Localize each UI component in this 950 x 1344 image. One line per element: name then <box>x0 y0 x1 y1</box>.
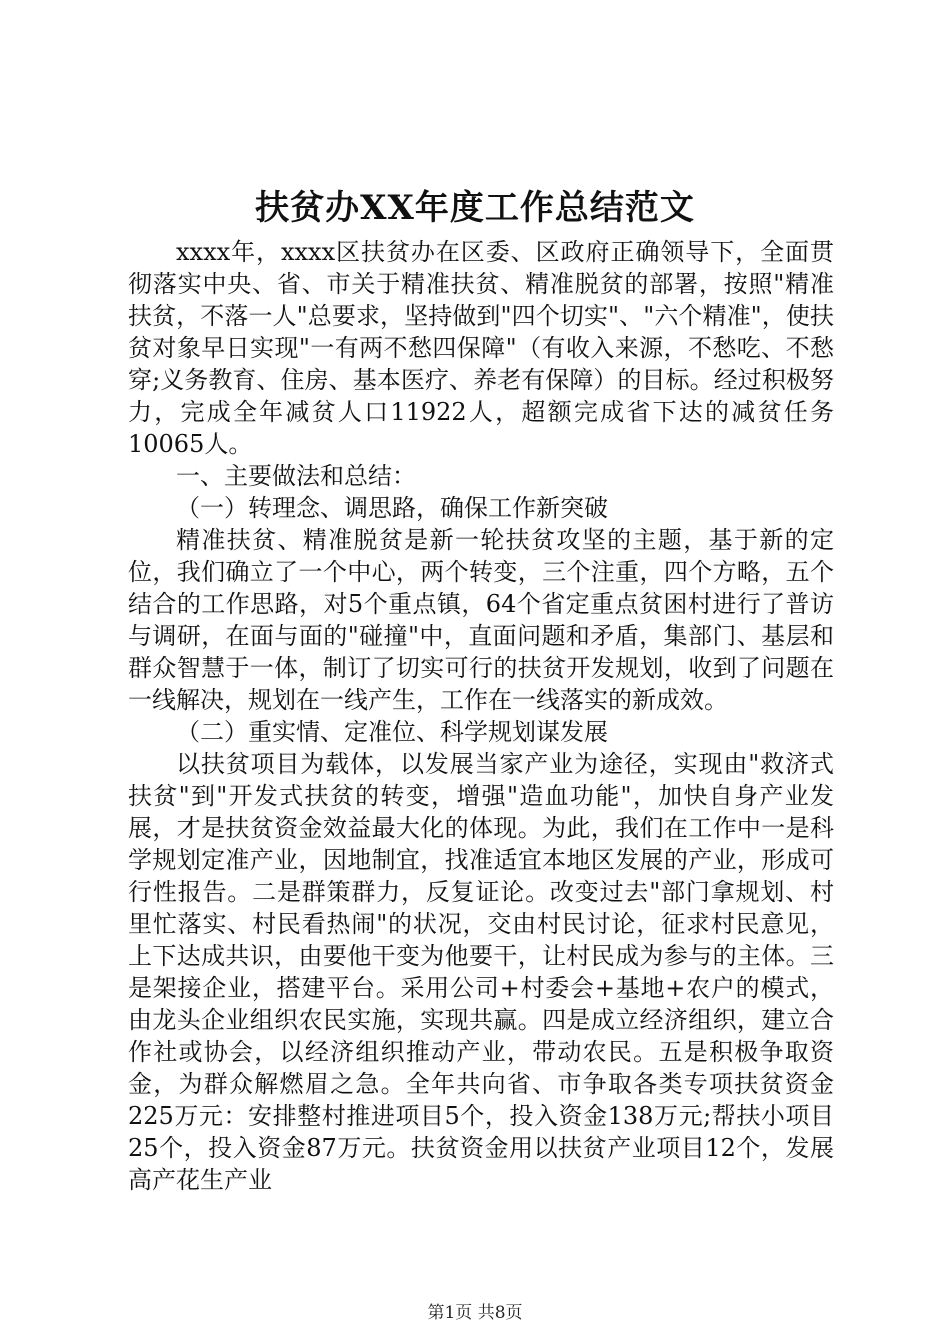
paragraph-2: 以扶贫项目为载体，以发展当家产业为途径，实现由"救济式扶贫"到"开发式扶贫的转变，增强"造血功能"，加快自身产业发展，才是扶贫资金效益最大化的体现。为此，我们在工作中一是科学规划定准产业，因地制宜，找准适宜本地区发展的产业，形成可行性报告。二是群策群力，反复证论。改变过去"部门拿规划、村里忙落实、村民看热闹"的状况，交由村民讨论，征求村民意见，上下达成共识，由要他干变为他要干，让村民成为参与的主体。三是架接企业，搭建平台。采用公司+村委会+基地+农户的模式，由龙头企业组织农民实施，实现共赢。四是成立经济组织，建立合作社或协会，以经济组织推动产业，带动农民。五是积极争取资金，为群众解燃眉之急。全年共向省、市争取各类专项扶贫资金225万元：安排整村推进项目5个，投入资金138万元;帮扶小项目25个，投入资金87万元。扶贫资金用以扶贫产业项目12个，发展高产花生产业 <box>128 750 834 1194</box>
paragraph-1: 精准扶贫、精准脱贫是新一轮扶贫攻坚的主题，基于新的定位，我们确立了一个中心，两个转变，三个注重，四个方略，五个结合的工作思路，对5个重点镇，64个省定重点贫困村进行了普访与调研，在面与面的"碰撞"中，直面问题和矛盾，集部门、基层和群众智慧于一体，制订了切实可行的扶贫开发规划，收到了问题在一线解决，规划在一线产生，工作在一线落实的新成效。 <box>128 526 834 714</box>
document-title: 扶贫办XX年度工作总结范文 <box>255 188 695 228</box>
subsection-heading-1: （一）转理念、调思路，确保工作新突破 <box>176 494 608 522</box>
page-footer: 第1页 共8页 <box>427 1303 523 1323</box>
document-body <box>128 236 834 1196</box>
paragraph-intro: xxxx年，xxxx区扶贫办在区委、区政府正确领导下，全面贯彻落实中央、省、市关于精准扶贫、精准脱贫的部署，按照"精准扶贫，不落一人"总要求，坚持做到"四个切实"、"六个精准"，使扶贫对象早日实现"一有两不愁四保障"（有收入来源，不愁吃、不愁穿;义务教育、住房、基本医疗、养老有保障）的目标。经过积极努力，完成全年减贫人口11922人，超额完成省下达的减贫任务10065人。 <box>128 238 834 458</box>
subsection-heading-2: （二）重实情、定准位、科学规划谋发展 <box>176 718 608 746</box>
section-heading: 一、主要做法和总结： <box>176 462 416 490</box>
